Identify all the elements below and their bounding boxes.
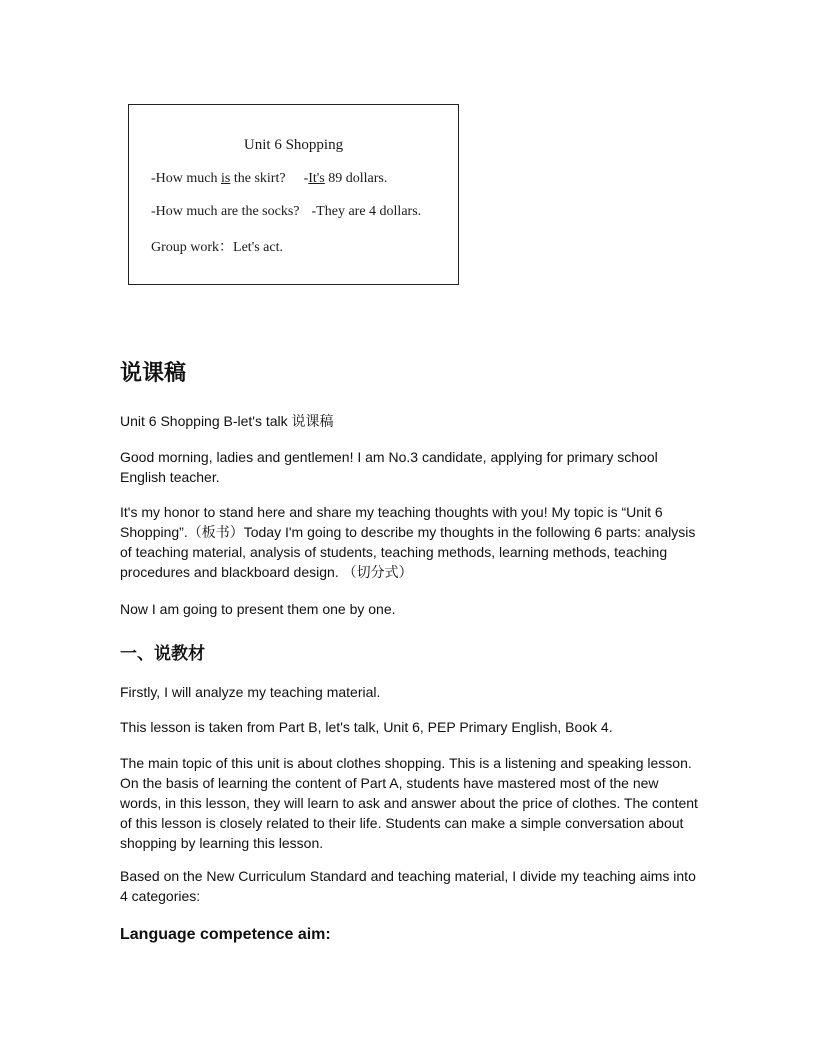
- section-heading-teaching-material: 一、说教材: [120, 644, 205, 664]
- line1-question-pre: -How much: [151, 171, 221, 186]
- line1-question-underlined: is: [221, 171, 231, 186]
- subheading-language-competence-aim: Language competence aim:: [120, 926, 331, 943]
- blackboard-title: Unit 6 Shopping: [243, 137, 344, 153]
- paragraph-lesson-source: This lesson is taken from Part B, let's talk, Unit 6, PEP Primary English, Book 4.: [120, 719, 613, 735]
- line2-question: -How much are the socks?: [151, 204, 300, 219]
- paragraph-greeting: Good morning, ladies and gentlemen! I am No.3 candidate, applying for primary school English teacher.: [120, 449, 658, 485]
- line1-answer-post: 89 dollars.: [324, 171, 388, 186]
- paragraph-teaching-aims: Based on the New Curriculum Standard and teaching material, I divide my teaching aims into 4 categories:: [120, 868, 696, 904]
- blackboard-line-1: [151, 171, 387, 187]
- document-subtitle: Unit 6 Shopping B-let's talk 说课稿: [120, 413, 334, 429]
- paragraph-topic-outline: It's my honor to stand here and share my teaching thoughts with you! My topic is “Unit 6 Shopping”.（板书）Today I'm going to describe my thoughts in the following 6 parts: analysis of teaching material, analysis of students, teaching methods, learning methods, teaching procedures and blackboard design. （切分式）: [120, 504, 696, 580]
- paragraph-main-topic: The main topic of this unit is about clothes shopping. This is a listening and speaking lesson. On the basis of learning the content of Part A, students have mastered most of the new words, in this lesson, they will learn to ask and answer about the price of clothes. The content of this lesson is closely related to their life. Students can make a simple conversation about shopping by learning this lesson.: [120, 755, 698, 851]
- paragraph-transition: Now I am going to present them one by one.: [120, 601, 396, 617]
- blackboard-line-3: Group work：Let's act.: [151, 240, 283, 255]
- paragraph-analyze-intro: Firstly, I will analyze my teaching material.: [120, 684, 381, 700]
- blackboard-design-box: [128, 104, 459, 285]
- line2-answer: -They are 4 dollars.: [311, 204, 422, 219]
- blackboard-line-2: [151, 204, 421, 220]
- line1-answer-underlined: It's: [308, 171, 325, 186]
- document-title: 说课稿: [120, 361, 187, 386]
- line1-answer-pre: -: [303, 171, 309, 186]
- line1-question-post: the skirt?: [230, 171, 286, 186]
